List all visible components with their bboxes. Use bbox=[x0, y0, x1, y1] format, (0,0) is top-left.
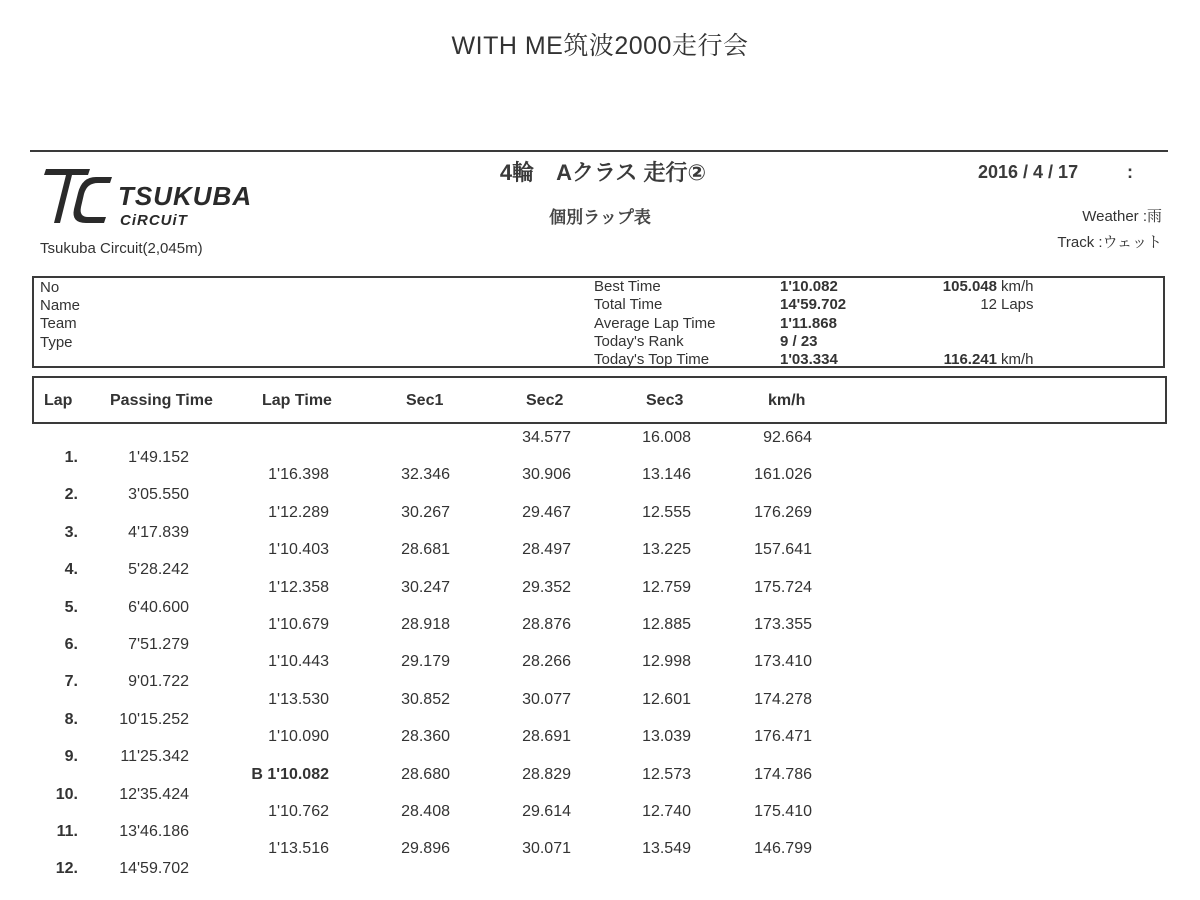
stat-laps-unit: Laps bbox=[1001, 296, 1034, 313]
weather: Weather :雨 bbox=[1082, 208, 1162, 225]
label-name: Name bbox=[40, 297, 81, 314]
sec3-time: 12.573 bbox=[642, 766, 691, 783]
sec2-time: 28.876 bbox=[522, 616, 571, 633]
sec1-time: 28.681 bbox=[401, 541, 450, 558]
label-type: Type bbox=[40, 334, 73, 351]
sec1-time: 29.896 bbox=[401, 840, 450, 857]
sec2-time: 29.614 bbox=[522, 803, 571, 820]
sec1-time: 28.680 bbox=[401, 766, 450, 783]
speed-kmh: 176.269 bbox=[754, 504, 812, 521]
track-condition: Track :ウェット bbox=[1057, 234, 1162, 251]
lap-time: 1'10.443 bbox=[268, 653, 329, 670]
sec1-time: 28.360 bbox=[401, 728, 450, 745]
passing-time: 4'17.839 bbox=[128, 524, 189, 541]
lap-number: 11. bbox=[56, 823, 78, 840]
stat-top-speed: 116.241 bbox=[943, 351, 997, 368]
sec3-time: 13.225 bbox=[642, 541, 691, 558]
stat-best-speed: 105.048 bbox=[942, 278, 997, 295]
stat-best-speed-unit: km/h bbox=[1001, 278, 1034, 295]
speed-kmh: 173.355 bbox=[754, 616, 812, 633]
circuit-name: Tsukuba Circuit(2,045m) bbox=[40, 240, 203, 257]
stat-avg-lap-label: Average Lap Time bbox=[594, 315, 716, 332]
sec1-time: 30.247 bbox=[401, 579, 450, 596]
col-header-sec2: Sec2 bbox=[526, 392, 564, 409]
stat-laps-count: 12 bbox=[980, 296, 997, 313]
col-header-sec3: Sec3 bbox=[646, 392, 684, 409]
sec3-time: 12.998 bbox=[642, 653, 691, 670]
col-header-lap: Lap bbox=[44, 392, 73, 409]
sec2-time: 28.691 bbox=[522, 728, 571, 745]
speed-kmh: 173.410 bbox=[754, 653, 812, 670]
date: 2016 / 4 / 17 bbox=[978, 162, 1079, 182]
sec2-time: 29.467 bbox=[522, 504, 571, 521]
document-title: WITH ME筑波2000走行会 bbox=[451, 32, 749, 60]
lap-time: B 1'10.082 bbox=[251, 766, 329, 783]
stat-top-time-label: Today's Top Time bbox=[594, 351, 710, 368]
stat-total-time-value: 14'59.702 bbox=[780, 296, 847, 313]
stat-top-speed-unit: km/h bbox=[1001, 351, 1034, 368]
first-split-sec2: 34.577 bbox=[522, 429, 571, 446]
passing-time: 10'15.252 bbox=[119, 711, 189, 728]
passing-time: 11'25.342 bbox=[120, 748, 189, 765]
time-separator: : bbox=[1127, 162, 1133, 182]
sec2-time: 28.497 bbox=[522, 541, 571, 558]
session-title: 4輪 Aクラス 走行② bbox=[499, 160, 707, 185]
lap-number: 8. bbox=[64, 711, 78, 728]
passing-time: 12'35.424 bbox=[119, 786, 189, 803]
sec1-time: 30.852 bbox=[401, 691, 450, 708]
label-team: Team bbox=[40, 315, 77, 332]
speed-kmh: 175.410 bbox=[754, 803, 812, 820]
sec3-time: 13.146 bbox=[642, 466, 691, 483]
lap-time: 1'12.289 bbox=[268, 504, 329, 521]
stat-best-time-value: 1'10.082 bbox=[780, 278, 838, 295]
passing-time: 1'49.152 bbox=[128, 449, 189, 466]
sec2-time: 28.829 bbox=[522, 766, 571, 783]
speed-kmh: 174.786 bbox=[754, 766, 812, 783]
sec3-time: 13.039 bbox=[642, 728, 691, 745]
speed-kmh: 176.471 bbox=[754, 728, 812, 745]
lap-time: 1'16.398 bbox=[268, 466, 329, 483]
passing-time: 5'28.242 bbox=[128, 561, 189, 578]
lap-number: 10. bbox=[55, 786, 78, 803]
sec2-time: 30.077 bbox=[522, 691, 571, 708]
sec2-time: 29.352 bbox=[522, 579, 571, 596]
sec2-time: 28.266 bbox=[522, 653, 571, 670]
lap-number: 4. bbox=[64, 561, 78, 578]
sec2-time: 30.906 bbox=[522, 466, 571, 483]
col-header-lap-time: Lap Time bbox=[262, 392, 332, 409]
stat-total-time-label: Total Time bbox=[594, 296, 663, 313]
lap-number: 3. bbox=[64, 524, 78, 541]
passing-time: 9'01.722 bbox=[128, 673, 189, 690]
sec1-time: 29.179 bbox=[401, 653, 450, 670]
lap-number: 1. bbox=[64, 449, 78, 466]
sec2-time: 30.071 bbox=[522, 840, 571, 857]
lap-time: 1'13.516 bbox=[268, 840, 329, 857]
logo-text-sub: CiRCUiT bbox=[120, 212, 188, 229]
stat-rank-value: 9 / 23 bbox=[780, 333, 818, 350]
stat-rank-label: Today's Rank bbox=[594, 333, 684, 350]
speed-kmh: 174.278 bbox=[754, 691, 812, 708]
sec1-time: 30.267 bbox=[401, 504, 450, 521]
lap-time: 1'10.762 bbox=[268, 803, 329, 820]
passing-time: 6'40.600 bbox=[128, 599, 189, 616]
lap-time: 1'12.358 bbox=[268, 579, 329, 596]
sec3-time: 12.601 bbox=[642, 691, 691, 708]
lap-number: 7. bbox=[64, 673, 78, 690]
col-header-passing-time: Passing Time bbox=[110, 392, 213, 409]
lap-time: 1'10.679 bbox=[268, 616, 329, 633]
first-split-sec3: 16.008 bbox=[642, 429, 691, 446]
passing-time: 7'51.279 bbox=[128, 636, 189, 653]
stat-best-time-label: Best Time bbox=[594, 278, 661, 295]
speed-kmh: 175.724 bbox=[754, 579, 812, 596]
col-header-sec1: Sec1 bbox=[406, 392, 444, 409]
col-header-kmh: km/h bbox=[768, 392, 806, 409]
table-header bbox=[32, 376, 1167, 424]
lap-number: 9. bbox=[64, 748, 78, 765]
passing-time: 13'46.186 bbox=[119, 823, 189, 840]
sec3-time: 12.885 bbox=[642, 616, 691, 633]
passing-time: 14'59.702 bbox=[119, 860, 189, 877]
lap-time: 1'10.403 bbox=[268, 541, 329, 558]
passing-time: 3'05.550 bbox=[128, 486, 189, 503]
speed-kmh: 157.641 bbox=[754, 541, 812, 558]
report-type: 個別ラップ表 bbox=[549, 208, 651, 227]
lap-number: 5. bbox=[64, 599, 78, 616]
lap-time: 1'10.090 bbox=[268, 728, 329, 745]
sec3-time: 12.555 bbox=[642, 504, 691, 521]
speed-kmh: 146.799 bbox=[754, 840, 812, 857]
label-no: No bbox=[40, 279, 60, 296]
sec3-time: 12.759 bbox=[642, 579, 691, 596]
first-split-kmh: 92.664 bbox=[763, 429, 812, 446]
top-divider bbox=[30, 150, 1168, 152]
stat-top-time-value: 1'03.334 bbox=[780, 351, 838, 368]
sec1-time: 28.408 bbox=[401, 803, 450, 820]
sec3-time: 12.740 bbox=[642, 803, 691, 820]
driver-info-box bbox=[32, 276, 1165, 368]
sec1-time: 28.918 bbox=[401, 616, 450, 633]
lap-time: 1'13.530 bbox=[268, 691, 329, 708]
lap-number: 2. bbox=[64, 486, 78, 503]
lap-number: 12. bbox=[55, 860, 78, 877]
speed-kmh: 161.026 bbox=[754, 466, 812, 483]
logo-text-main: TSUKUBA bbox=[118, 181, 253, 211]
sec3-time: 13.549 bbox=[642, 840, 691, 857]
sec1-time: 32.346 bbox=[401, 466, 450, 483]
stat-avg-lap-value: 1'11.868 bbox=[780, 315, 837, 332]
lap-number: 6. bbox=[64, 636, 78, 653]
